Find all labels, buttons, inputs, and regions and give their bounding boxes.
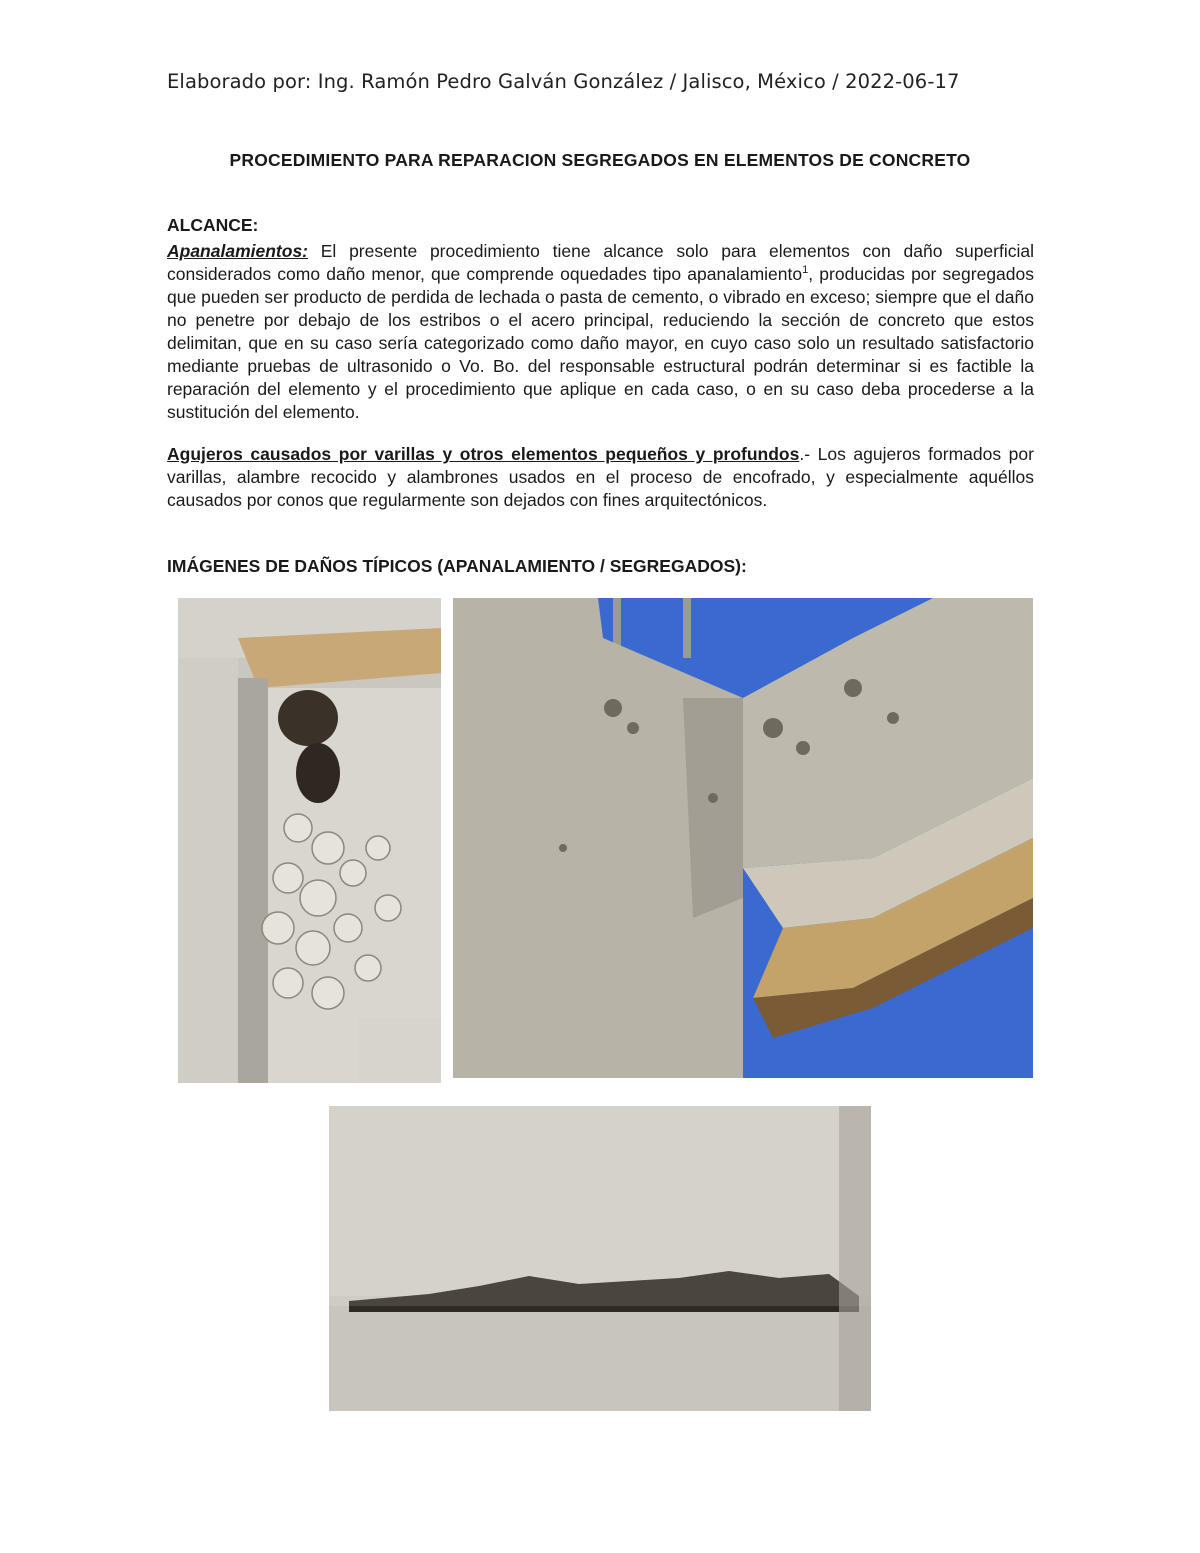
paragraph-lead: Agujeros causados por varillas y otros elementos pequeños y profundos <box>167 444 800 464</box>
paragraph-text: El presente procedimiento tiene alcance solo para elementos con daño superficial considerados como daño menor, que comprende oquedades tipo apanalamiento <box>167 241 1034 284</box>
photo-beam-joint <box>453 598 1033 1078</box>
photo-honeycomb-corner <box>178 598 441 1083</box>
paragraph-apanalamientos <box>167 240 1034 424</box>
paragraph-text: , producidas por segregados que pueden ser producto de perdida de lechada o pasta de cemento, o vibrado en exceso; siempre que el daño no penetre por debajo de los estribos o el acero principal, reduciendo la sección de concreto que estos delimitan, que en su caso sería categorizado como daño mayor, en cuyo caso solo un resultado satisfactorio mediante pruebas de ultrasonido o Vo. Bo. del responsable estructural podrán determinar si es factible la reparación del elemento y el procedimiento que aplique en cada caso, o en su caso deba procederse a la sustitución del elemento. <box>167 264 1035 422</box>
scope-heading: ALCANCE: <box>167 215 259 235</box>
paragraph-text: .- Los agujeros formados por varillas, alambre recocido y alambrones usados en el proceso de encofrado, y especialmente aquéllos causados por conos que regularmente son dejados con fines arquitectónicos. <box>167 444 1034 510</box>
page-title: PROCEDIMIENTO PARA REPARACION SEGREGADOS EN ELEMENTOS DE CONCRETO <box>229 150 971 170</box>
paragraph-lead: Apanalamientos: <box>167 241 308 261</box>
photo-cold-joint <box>329 1106 871 1411</box>
images-heading: IMÁGENES DE DAÑOS TÍPICOS (APANALAMIENTO / SEGREGADOS): <box>167 556 747 576</box>
paragraph-agujeros <box>167 443 1034 512</box>
page-header: Elaborado por: Ing. Ramón Pedro Galván González / Jalisco, México / 2022-06-17 <box>167 70 960 93</box>
footnote-ref[interactable]: 1 <box>802 264 809 277</box>
